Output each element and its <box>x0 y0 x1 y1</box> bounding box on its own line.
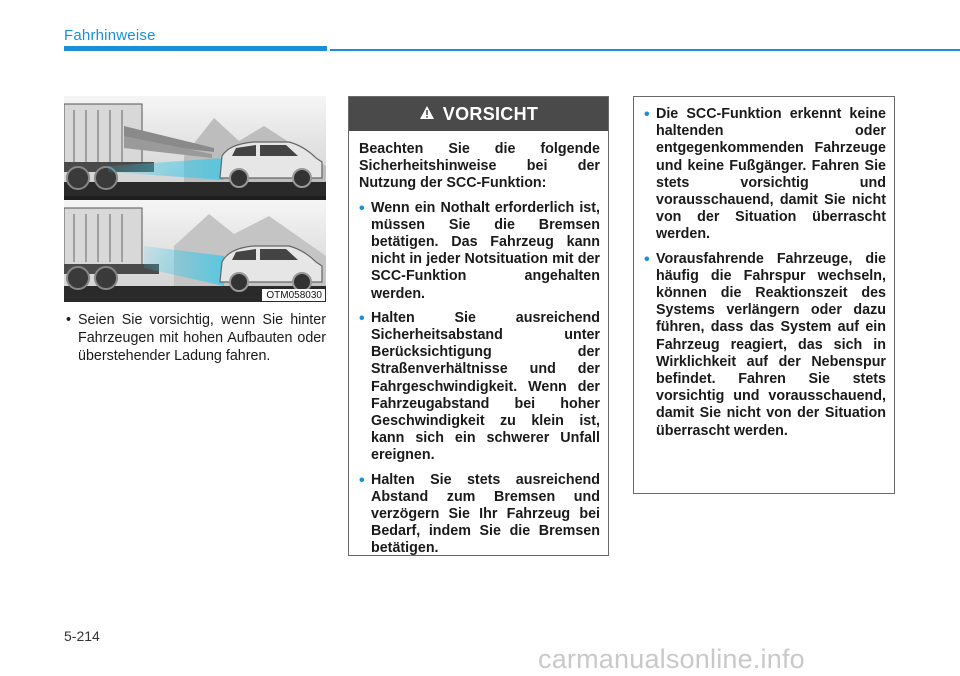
header-rule-thick <box>64 46 327 51</box>
list-item: • Halten Sie stets ausreichend Abstand zum Bremsen und verzögern Sie Ihr Fahrzeug bei Bedarf, indem Sie die Bremsen betätigen. <box>359 472 600 558</box>
watermark: carmanualsonline.info <box>538 644 805 674</box>
caution-box <box>348 96 609 556</box>
illustration-truck-suv <box>64 96 326 302</box>
caution-body <box>349 131 608 558</box>
list-item: • Halten Sie ausreichend Sicherheitsabstand unter Berücksichtigung der Straßenverhältnisse und der Fahrgeschwindigkeit. Wenn der Fahrzeugabstand bei hoher Geschwindigkeit zu klein ist, kann sich ein schwerer Unfall ereignen. <box>359 310 600 465</box>
list-item: • Die SCC-Funktion erkennt keine haltenden oder entgegenkommenden Fahrzeuge und keine Fußgänger. Fahren Sie stets vorsichtig und vorausschauend, damit Sie nicht von der Situation überrascht werden. <box>644 106 886 244</box>
caution-header <box>349 97 608 131</box>
caution-continued-box <box>633 96 895 494</box>
header-rule-thin <box>330 49 960 51</box>
warning-triangle-icon <box>419 104 435 125</box>
section-title: Fahrhinweise <box>64 27 156 44</box>
caution-title: VORSICHT <box>442 103 539 124</box>
page-number: 5-214 <box>64 628 100 644</box>
left-text-block <box>64 311 326 365</box>
list-item: • Seien Sie vorsichtig, wenn Sie hinter Fahrzeugen mit hohen Aufbauten oder überstehender Ladung fahren. <box>64 311 326 365</box>
list-item: • Wenn ein Nothalt erforderlich ist, müssen Sie die Bremsen betätigen. Das Fahrzeug kann nicht in jeder Notsituation mit der SCC-Funktion angehalten werden. <box>359 200 600 303</box>
caution-intro: Beachten Sie die folgende Sicherheitshinweise bei der Nutzung der SCC-Funktion: <box>359 141 600 192</box>
list-item: • Vorausfahrende Fahrzeuge, die häufig die Fahrspur wechseln, können die Reaktionszeit des Systems verlängern oder dazu führen, dass das System auf ein Fahrzeug reagiert, das sich in Wirklichkeit auf der Nebenspur befindet. Fahren Sie stets vorsichtig und vorausschauend, damit Sie nicht von der Situation überrascht werden. <box>644 251 886 440</box>
caution-continued-body <box>634 97 894 440</box>
illustration-drawing <box>64 96 326 302</box>
figure-code: OTM058030 <box>262 289 325 301</box>
